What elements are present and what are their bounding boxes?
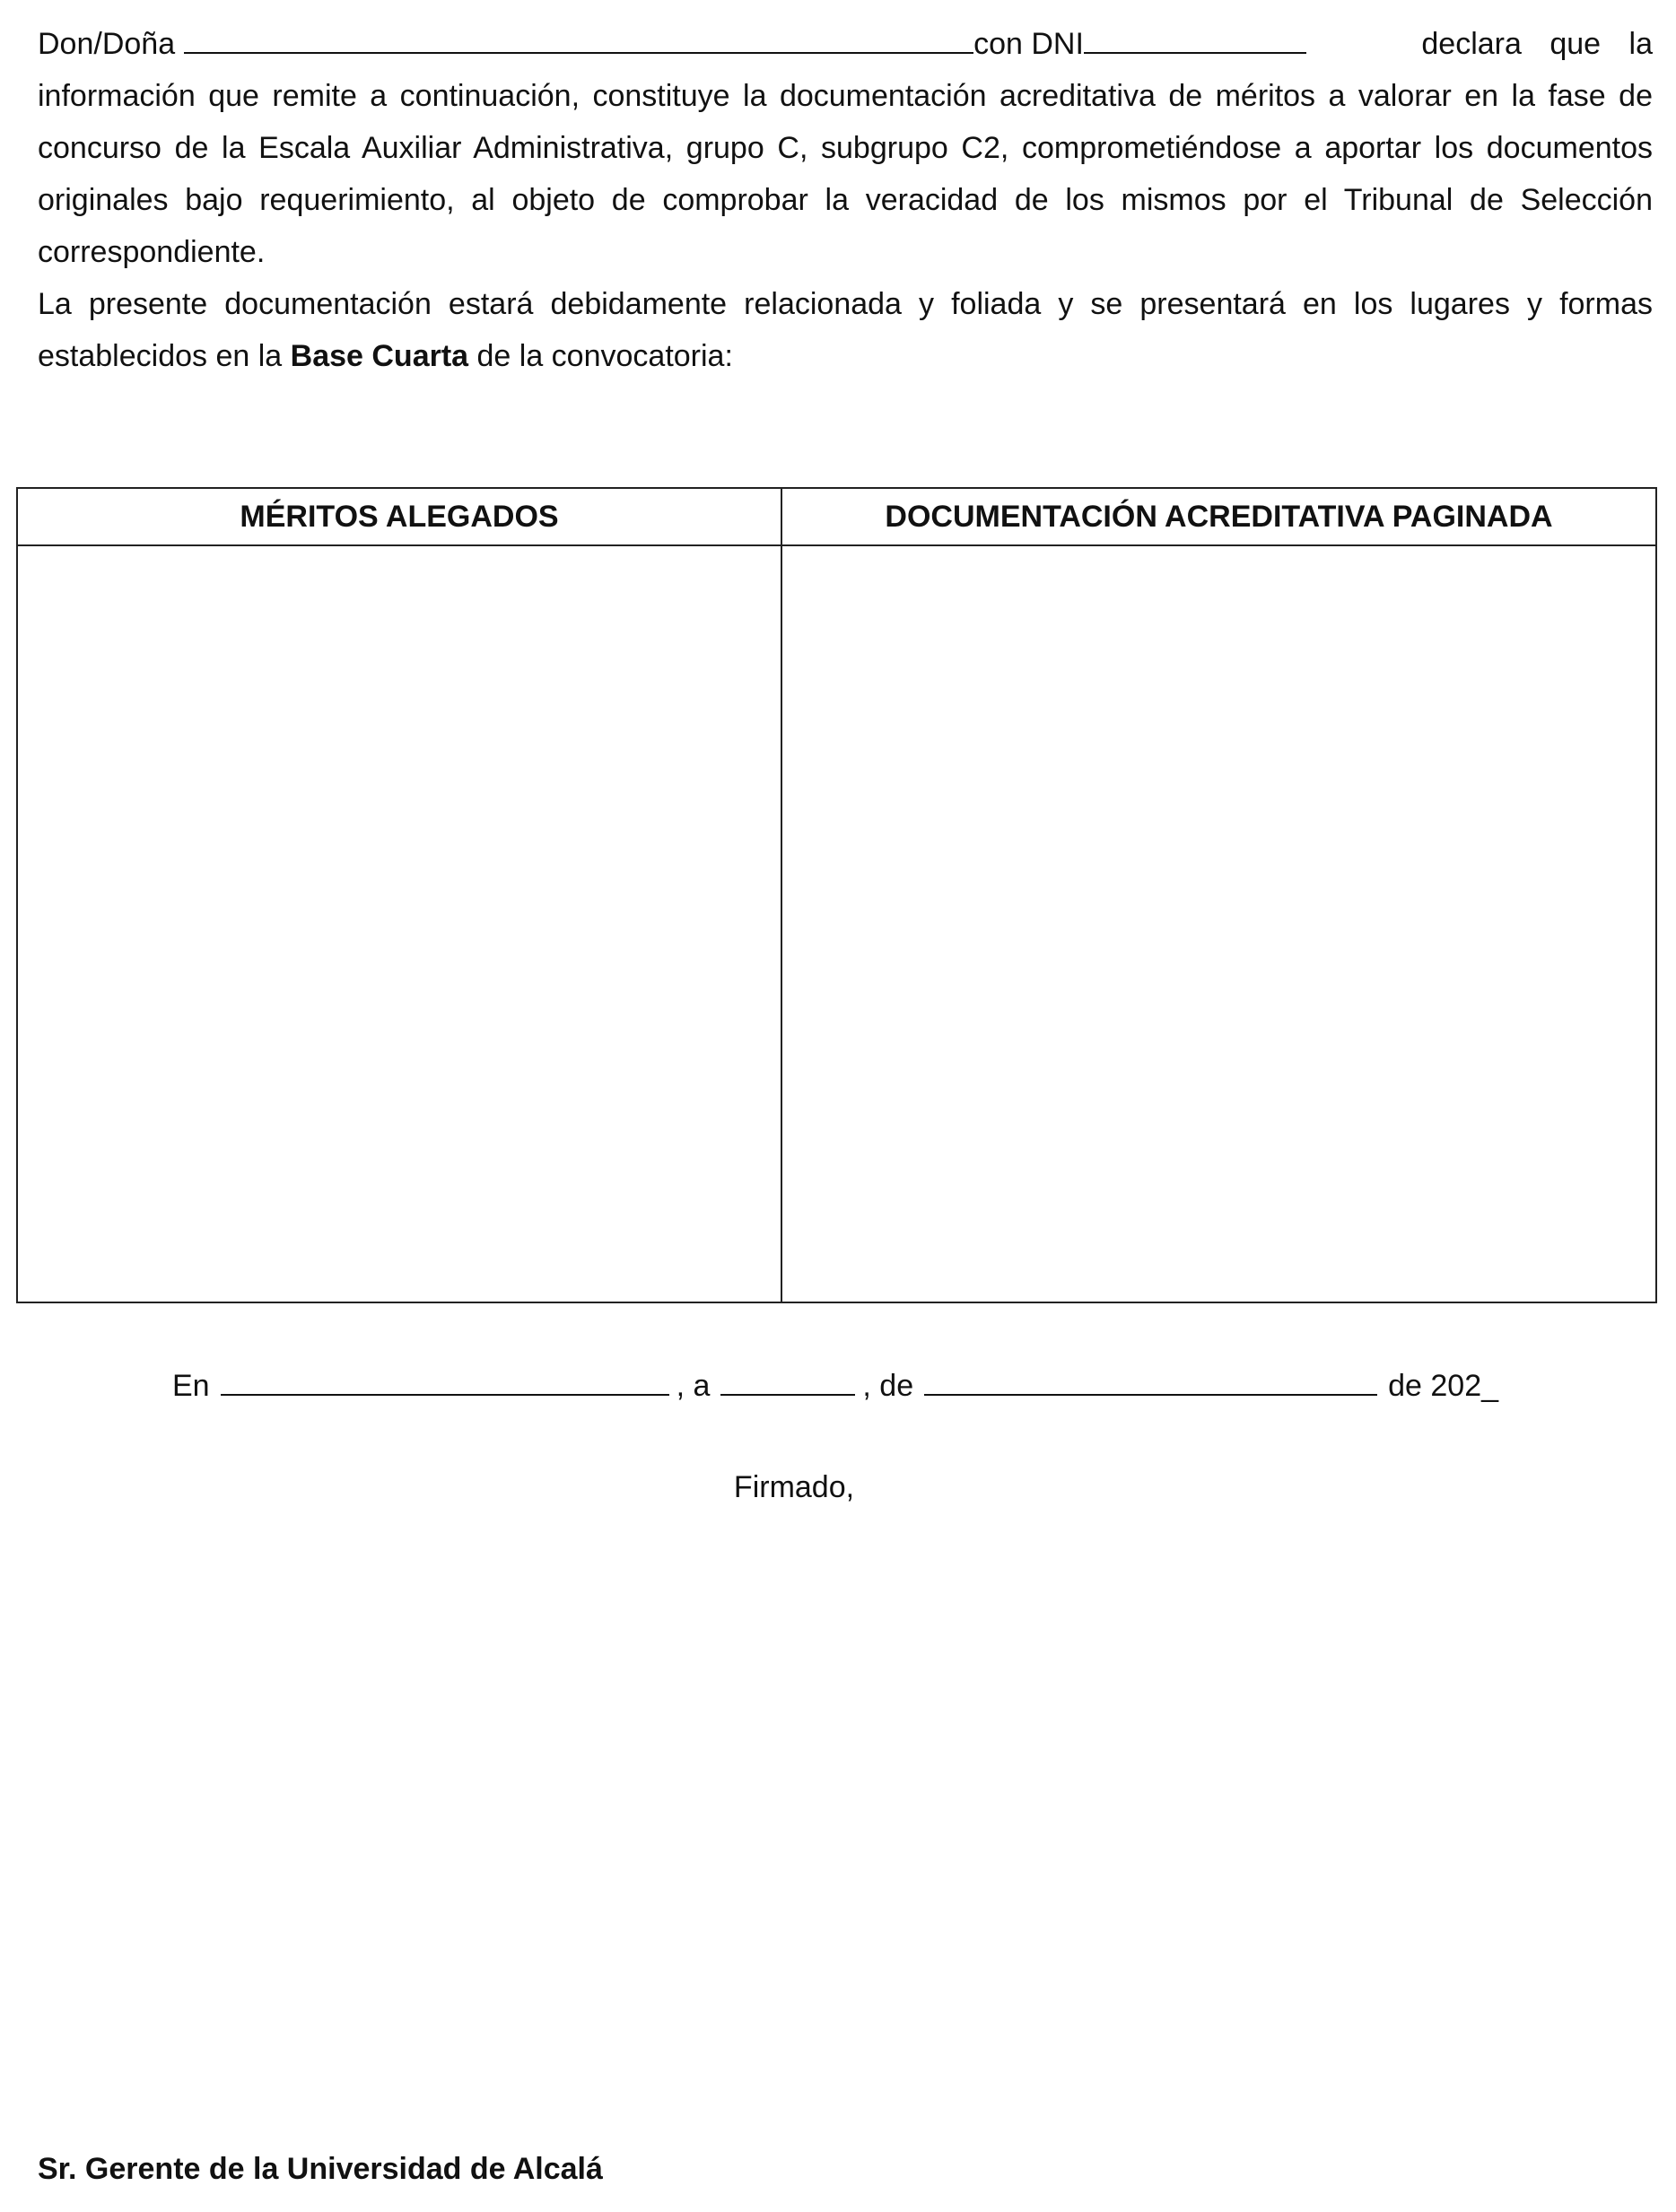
base-cuarta-text: Base Cuarta <box>290 339 469 373</box>
merits-table <box>16 487 1657 1303</box>
de-label: , de <box>862 1369 914 1403</box>
don-dona-label: Don/Doña <box>38 27 176 61</box>
declaration-first-line <box>38 16 1653 70</box>
name-field[interactable] <box>184 16 973 54</box>
firmado-label: Firmado, <box>733 1470 855 1504</box>
paragraph-2-text-after: de la convocatoria: <box>468 339 733 373</box>
declara-label: declara que la <box>1421 27 1653 61</box>
place-date-line <box>172 1360 1498 1408</box>
declaration-text <box>38 16 1653 382</box>
month-field[interactable] <box>924 1360 1377 1396</box>
declaration-paragraph-1: información que remite a continuación, constituye la documentación acreditativa de méritos a valorar en la fase de concurso de la Escala Auxiliar Administrativa, grupo C, subgrupo C2, comprometiéndose a aportar los documentos originales bajo requerimiento, al objeto de comprobar la veracidad de los mismos por el Tribunal de Selección correspondiente. <box>38 79 1653 269</box>
table-header-row <box>17 488 1656 545</box>
dni-field[interactable] <box>1084 16 1306 54</box>
year-label: de 202_ <box>1388 1369 1499 1403</box>
place-field[interactable] <box>221 1360 669 1396</box>
meritos-alegados-cell[interactable] <box>17 545 781 1302</box>
declaration-paragraph-2 <box>38 278 1653 382</box>
documentacion-acreditativa-cell[interactable] <box>781 545 1656 1302</box>
paragraph-2-text-before: La presente documentación estará debidamente relacionada y foliada y se presentará en los lugares y formas establecidos en la <box>38 287 1653 373</box>
con-dni-label: con DNI <box>973 27 1084 61</box>
day-field[interactable] <box>720 1360 855 1396</box>
recipient-text: Sr. Gerente de la Universidad de Alcalá <box>38 2152 603 2186</box>
header-documentacion-acreditativa: DOCUMENTACIÓN ACREDITATIVA PAGINADA <box>781 488 1656 545</box>
a-label: , a <box>676 1369 711 1403</box>
table-row <box>17 545 1656 1302</box>
en-label: En <box>172 1369 210 1403</box>
header-meritos-alegados: MÉRITOS ALEGADOS <box>17 488 781 545</box>
